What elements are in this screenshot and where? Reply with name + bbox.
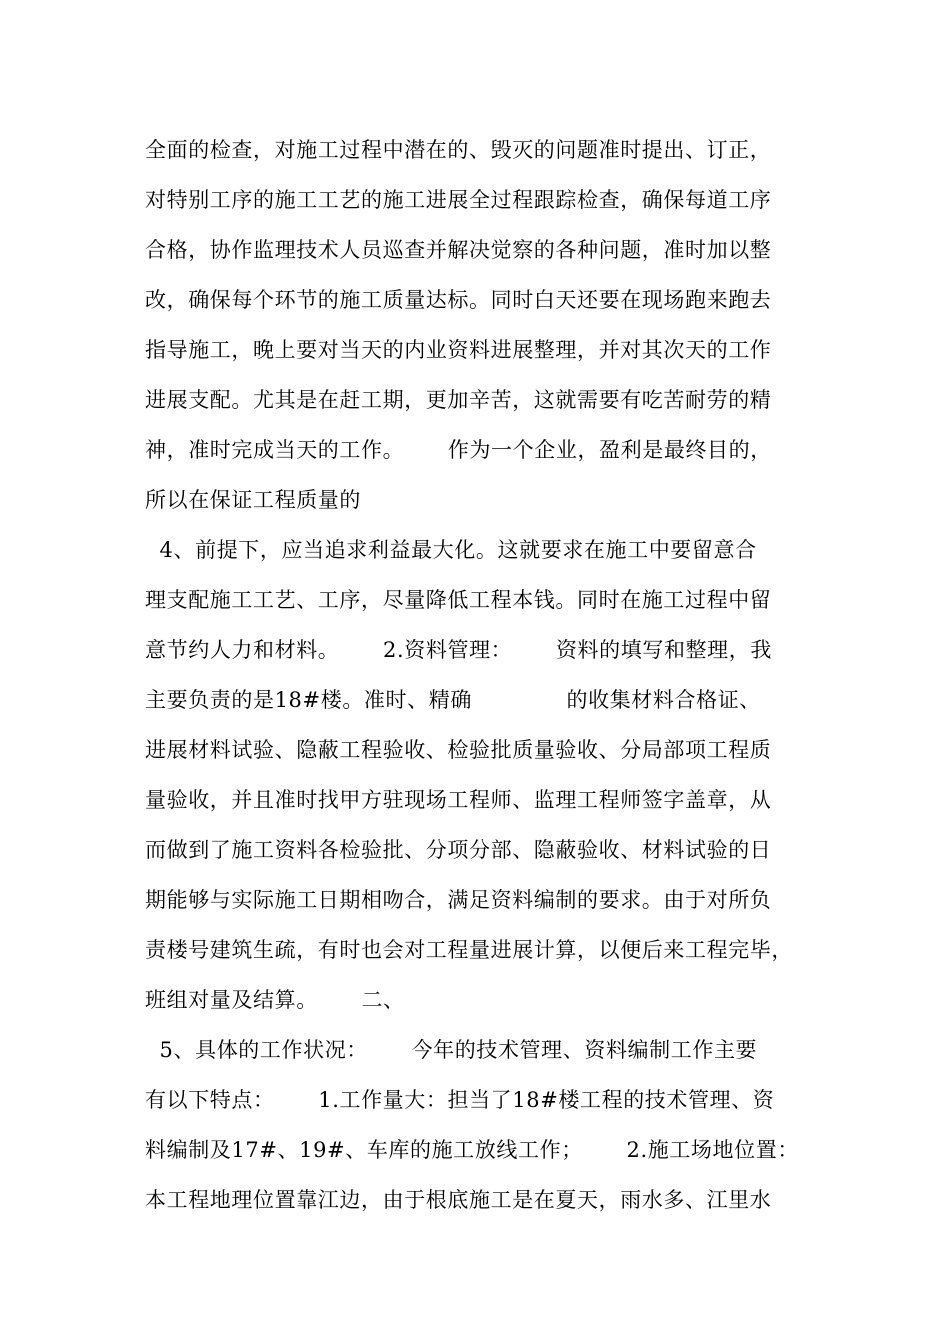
text-line: 对特别工序的施工工艺的施工进展全过程跟踪检查，确保每道工序 xyxy=(145,188,772,212)
text-line: 意节约人力和材料。 2.资料管理： 资料的填写和整理，我 xyxy=(145,638,772,662)
text-line: 有以下特点： 1.工作量大：担当了18#楼工程的技术管理、资 xyxy=(145,1088,775,1112)
text-line: 理支配施工工艺、工序，尽量降低工程本钱。同时在施工过程中留 xyxy=(145,588,772,612)
text-line: 合格，协作监理技术人员巡查并解决觉察的各种问题，准时加以整 xyxy=(145,238,772,262)
text-line: 5、具体的工作状况： 今年的技术管理、资料编制工作主要 xyxy=(145,1038,758,1062)
text-line: 期能够与实际施工日期相吻合，满足资料编制的要求。由于对所负 xyxy=(145,888,772,912)
text-line: 量验收，并且准时找甲方驻现场工程师、监理工程师签字盖章，从 xyxy=(145,788,772,812)
text-line: 料编制及17#、19#、车库的施工放线工作； 2.施工场地位置： xyxy=(145,1138,799,1162)
text-line: 本工程地理位置靠江边，由于根底施工是在夏天，雨水多、江里水 xyxy=(145,1188,772,1212)
text-line: 责楼号建筑生疏，有时也会对工程量进展计算，以便后来工程完毕， xyxy=(145,938,793,962)
text-line: 改，确保每个环节的施工质量达标。同时白天还要在现场跑来跑去 xyxy=(145,288,772,312)
text-line: 所以在保证工程质量的 xyxy=(145,488,361,512)
text-line: 而做到了施工资料各检验批、分项分部、隐蔽验收、材料试验的日 xyxy=(145,838,772,862)
text-line: 指导施工，晚上要对当天的内业资料进展整理，并对其次天的工作 xyxy=(145,338,772,362)
text-line: 全面的检查，对施工过程中潜在的、毁灭的问题准时提出、订正， xyxy=(145,138,772,162)
text-line: 进展支配。尤其是在赶工期，更加辛苦，这就需要有吃苦耐劳的精 xyxy=(145,388,772,412)
text-line: 主要负责的是18#楼。准时、精确 的收集材料合格证、 xyxy=(145,688,761,712)
text-line: 进展材料试验、隐蔽工程验收、检验批质量验收、分局部项工程质 xyxy=(145,738,772,762)
text-line: 4、前提下，应当追求利益最大化。这就要求在施工中要留意合 xyxy=(145,538,757,562)
text-line: 神，准时完成当天的工作。 作为一个企业，盈利是最终目的， xyxy=(145,438,772,462)
text-line: 班组对量及结算。 二、 xyxy=(145,988,405,1012)
